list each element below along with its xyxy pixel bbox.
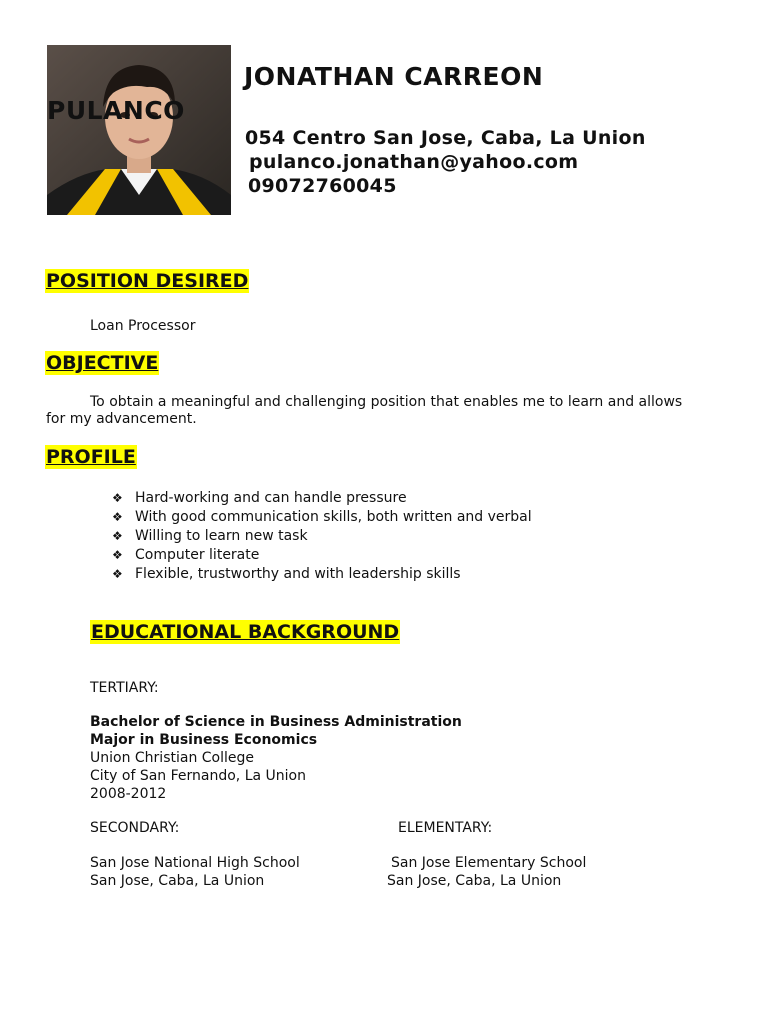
list-item: ❖ With good communication skills, both written and verbal: [112, 509, 532, 525]
applicant-surname: PULANCO: [47, 96, 185, 125]
objective-line-1: To obtain a meaningful and challenging position that enables me to learn and allows: [90, 394, 683, 410]
objective-line-2: for my advancement.: [46, 411, 197, 427]
elementary-school: San Jose Elementary School: [391, 855, 587, 871]
profile-photo: [47, 45, 231, 215]
elementary-location: San Jose, Caba, La Union: [387, 873, 562, 889]
diamond-bullet-icon: ❖: [112, 548, 123, 562]
tertiary-school: Union Christian College: [90, 750, 255, 766]
position-heading: POSITION DESIRED: [46, 270, 249, 292]
phone-number: 09072760045: [248, 175, 397, 197]
tertiary-location: City of San Fernando, La Union: [90, 768, 306, 784]
tertiary-major: Major in Business Economics: [90, 732, 318, 748]
profile-heading: PROFILE: [46, 446, 136, 468]
profile-list: [112, 489, 532, 584]
diamond-bullet-icon: ❖: [112, 567, 123, 581]
tertiary-years: 2008-2012: [90, 786, 167, 802]
secondary-label: SECONDARY:: [90, 820, 180, 836]
tertiary-label: TERTIARY:: [90, 680, 159, 696]
applicant-name: JONATHAN CARREON: [244, 62, 544, 91]
diamond-bullet-icon: ❖: [112, 529, 123, 543]
tertiary-degree: Bachelor of Science in Business Administration: [90, 714, 462, 730]
position-value: Loan Processor: [90, 318, 196, 334]
objective-heading: OBJECTIVE: [46, 352, 159, 374]
diamond-bullet-icon: ❖: [112, 491, 123, 505]
elementary-label: ELEMENTARY:: [398, 820, 493, 836]
education-heading: EDUCATIONAL BACKGROUND: [91, 621, 400, 643]
portrait-image: [47, 45, 231, 215]
diamond-bullet-icon: ❖: [112, 510, 123, 524]
secondary-location: San Jose, Caba, La Union: [90, 873, 265, 889]
secondary-school: San Jose National High School: [90, 855, 300, 871]
list-item: ❖ Willing to learn new task: [112, 528, 308, 544]
list-item: ❖ Computer literate: [112, 547, 260, 563]
list-item: ❖ Hard-working and can handle pressure: [112, 490, 407, 506]
email[interactable]: pulanco.jonathan@yahoo.com: [249, 151, 579, 173]
address: 054 Centro San Jose, Caba, La Union: [245, 127, 646, 149]
list-item: ❖ Flexible, trustworthy and with leadership skills: [112, 566, 461, 582]
